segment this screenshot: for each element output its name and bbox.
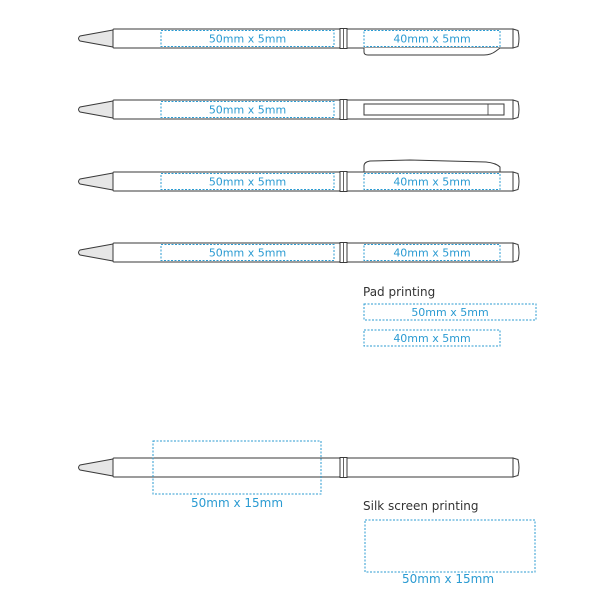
- pen-4-barrel-area-label: 50mm x 5mm: [208, 246, 287, 260]
- pen-3-clip: [364, 160, 500, 172]
- pen-4-end: [513, 243, 519, 262]
- pen-2: [79, 100, 520, 120]
- silk-screen-area: [365, 520, 535, 572]
- pen-4: [79, 243, 520, 263]
- pen-1-tip: [79, 30, 114, 47]
- silk-pen-cap: [347, 458, 513, 477]
- pen-2-clip: [364, 104, 504, 115]
- pen-1-cap-area-label: 40mm x 5mm: [393, 32, 471, 46]
- pen-3-end: [513, 172, 519, 191]
- pen-1: [79, 29, 520, 56]
- silk-pen-area-label: 50mm x 15mm: [190, 496, 284, 510]
- pen-2-tip: [79, 101, 114, 118]
- pad-printing-legend: [363, 285, 536, 346]
- silk-pen-tip: [79, 459, 114, 476]
- pen-3-barrel-area-label: 50mm x 5mm: [208, 175, 287, 189]
- silk-screen-legend: [363, 499, 535, 586]
- silk-pen-end: [513, 458, 519, 477]
- pen-3-cap-area-label: 40mm x 5mm: [393, 175, 471, 189]
- silk-screen-area-label: 50mm x 15mm: [401, 572, 495, 586]
- silk-pen-barrel: [113, 458, 340, 477]
- pen-4-cap-area-label: 40mm x 5mm: [393, 246, 471, 260]
- pen-1-barrel-area-label: 50mm x 5mm: [208, 32, 287, 46]
- pen-4-tip: [79, 244, 114, 261]
- pad-printing-area-1-label: 50mm x 5mm: [411, 306, 489, 319]
- pad-printing-area-2-label: 40mm x 5mm: [393, 332, 471, 345]
- pen-3: [79, 160, 520, 192]
- pen-1-clip: [364, 48, 500, 55]
- pen-2-end: [513, 100, 519, 119]
- pen-2-barrel-area-label: 50mm x 5mm: [208, 103, 287, 117]
- pen-1-end: [513, 29, 519, 48]
- silk-screen-title: Silk screen printing: [363, 499, 479, 513]
- pad-printing-title: Pad printing: [363, 285, 436, 299]
- pen-3-tip: [79, 173, 114, 190]
